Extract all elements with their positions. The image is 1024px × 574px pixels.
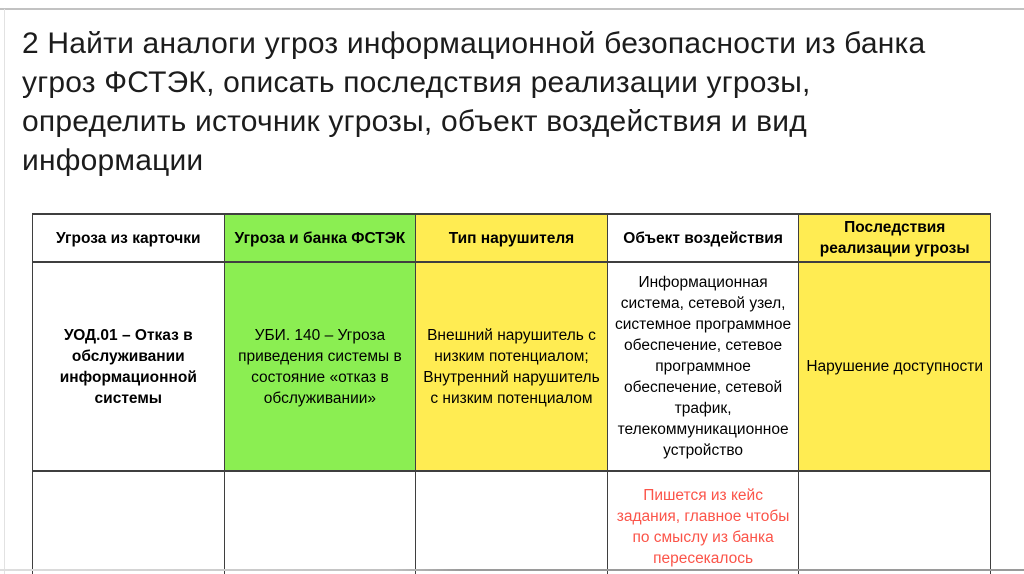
cell-empty — [224, 471, 416, 574]
slide-left-border — [4, 9, 5, 574]
slide-title: 2 Найти аналоги угроз информационной безопасности из банка угроз ФСТЭК, описать последствия реализации угрозы, определить источник угрозы, объект воздействия и вид информации — [22, 27, 926, 177]
slide-top-border — [0, 8, 1024, 10]
cell-impact-object: Информационная система, сетевой узел, системное программное обеспечение, сетевое программное обеспечение, сетевой трафик, телекоммуникационное устройство — [607, 262, 799, 471]
cell-threat-from-card: УОД.01 – Отказ в обслуживании информационной системы — [33, 262, 225, 471]
cell-empty — [799, 471, 991, 574]
cell-fstec-bank-threat: УБИ. 140 – Угроза приведения системы в состояние «отказ в обслуживании» — [224, 262, 416, 471]
cell-threat-consequences: Нарушение доступности — [799, 262, 991, 471]
column-header-threat-from-card: Угроза из карточки — [33, 214, 225, 262]
slide-bottom-border — [0, 569, 1024, 571]
column-header-threat-consequences: Последствия реализации угрозы — [799, 214, 991, 262]
column-header-violator-type: Тип нарушителя — [416, 214, 608, 262]
threats-table — [32, 213, 991, 574]
table-row — [33, 262, 991, 471]
table-row — [33, 471, 991, 574]
column-header-impact-object: Объект воздействия — [607, 214, 799, 262]
cell-case-note: Пишется из кейс задания, главное чтобы по смыслу из банка пересекалось — [607, 471, 799, 574]
column-header-fstec-bank-threat: Угроза и банка ФСТЭК — [224, 214, 416, 262]
cell-empty — [33, 471, 225, 574]
cell-empty — [416, 471, 608, 574]
table-header-row — [33, 214, 991, 262]
cell-violator-type: Внешний нарушитель с низким потенциалом; Внутренний нарушитель с низким потенциалом — [416, 262, 608, 471]
